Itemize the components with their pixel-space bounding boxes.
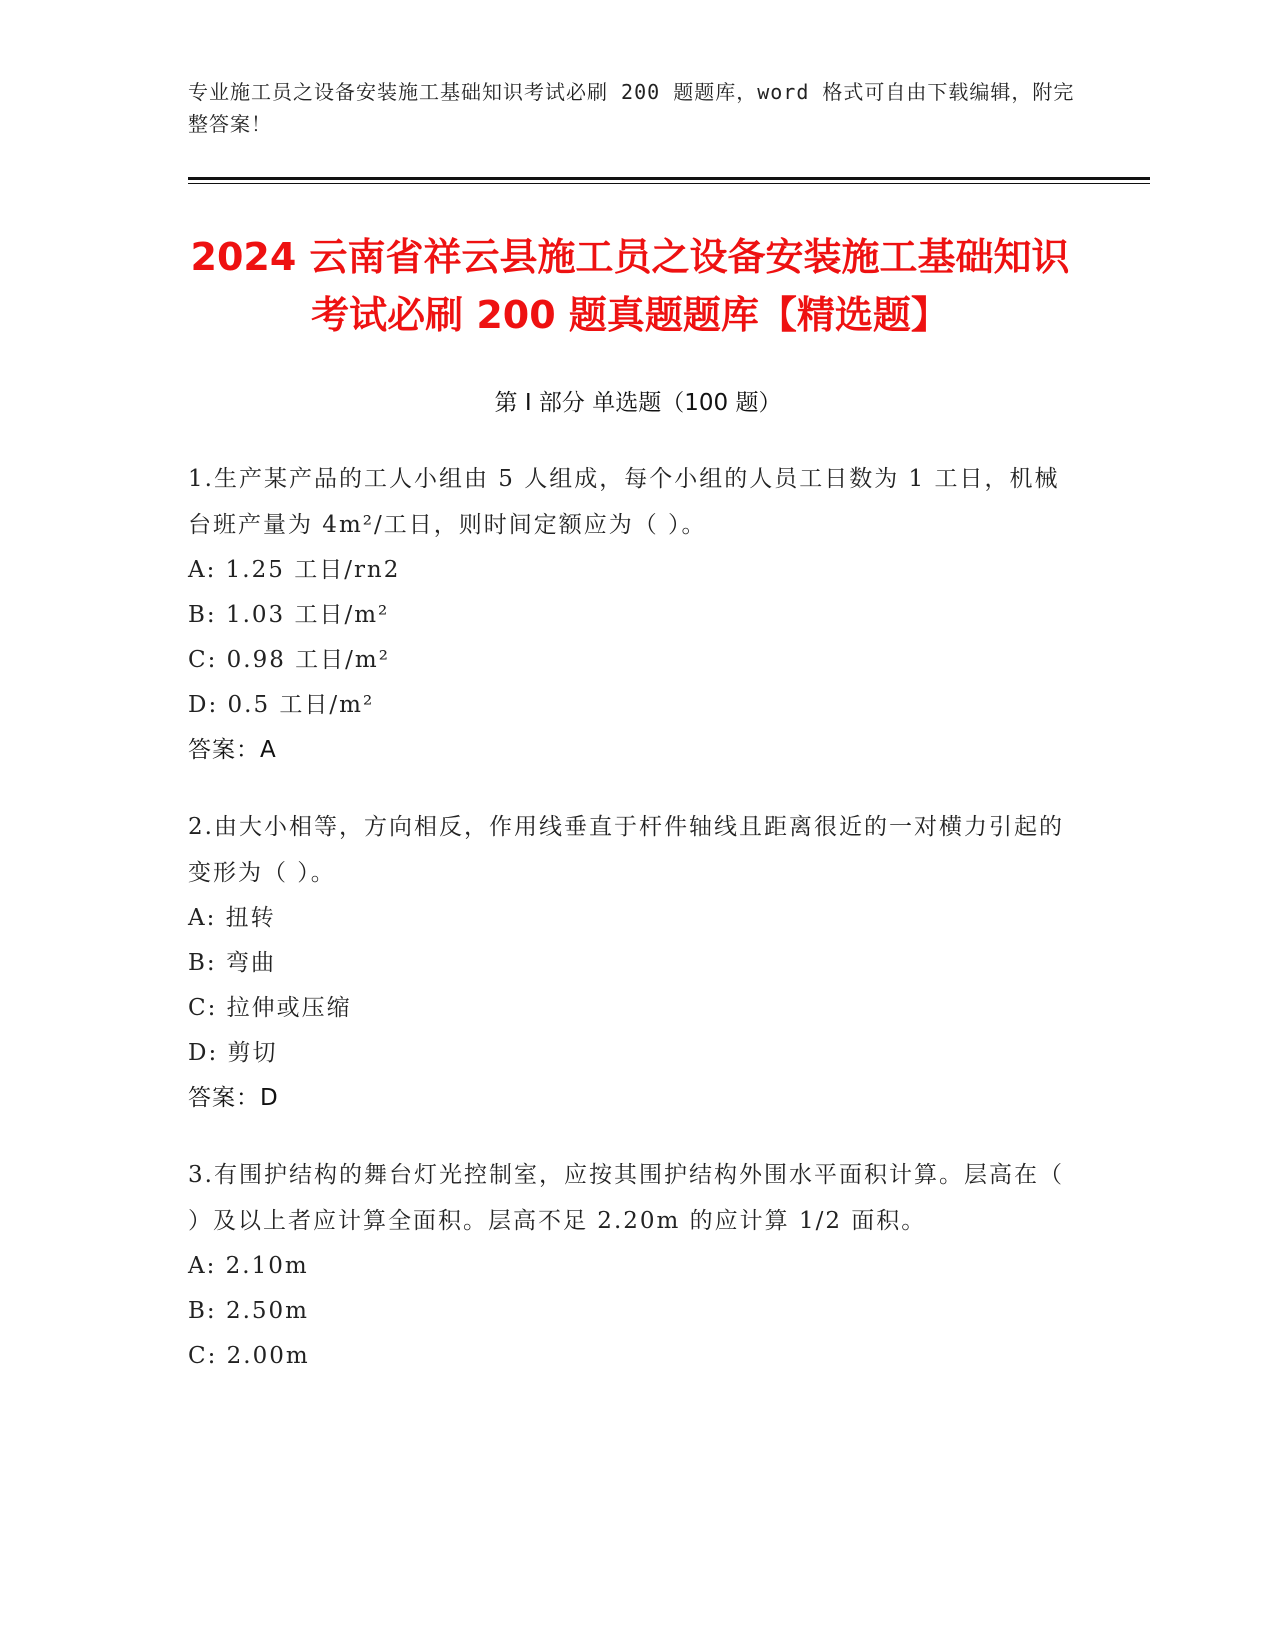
- option-a: A: 1.25 工日/rn2: [188, 557, 401, 583]
- question-2: [188, 804, 1068, 1121]
- option-d: D: 剪切: [188, 1040, 278, 1066]
- header-note: 专业施工员之设备安装施工基础知识考试必刷 200 题题库，word 格式可自由下载编辑，附完整答案！: [188, 80, 1075, 136]
- option-c: C: 2.00m: [188, 1343, 310, 1369]
- option-a: A: 2.10m: [188, 1253, 309, 1279]
- header-rule-thin: [188, 183, 1150, 184]
- option-a: A: 扭转: [188, 905, 276, 931]
- option-c: C: 拉伸或压缩: [188, 995, 352, 1021]
- question-stem: 1.生产某产品的工人小组由 5 人组成，每个小组的人员工日数为 1 工日，机械台班产量为 4m²/工日，则时间定额应为（ ）。: [188, 466, 1060, 538]
- question-stem: 2.由大小相等，方向相反，作用线垂直于杆件轴线且距离很近的一对横力引起的变形为（ ）。: [188, 814, 1064, 886]
- answer: 答案：D: [188, 1085, 279, 1111]
- option-b: B: 2.50m: [188, 1298, 309, 1324]
- question-1: [188, 456, 1068, 773]
- option-c: C: 0.98 工日/m²: [188, 647, 390, 673]
- question-stem: 3.有围护结构的舞台灯光控制室，应按其围护结构外围水平面积计算。层高在（ ）及以上者应计算全面积。层高不足 2.20m 的应计算 1/2 面积。: [188, 1162, 1064, 1234]
- question-3: [188, 1152, 1068, 1379]
- option-b: B: 弯曲: [188, 950, 276, 976]
- section-title: 第 I 部分 单选题（100 题）: [494, 390, 782, 416]
- header-rule-thick: [188, 177, 1150, 180]
- option-b: B: 1.03 工日/m²: [188, 602, 390, 628]
- option-d: D: 0.5 工日/m²: [188, 692, 375, 718]
- document-title: 2024 云南省祥云县施工员之设备安装施工基础知识考试必刷 200 题真题题库【精选题】: [190, 235, 1070, 337]
- answer: 答案：A: [188, 737, 277, 763]
